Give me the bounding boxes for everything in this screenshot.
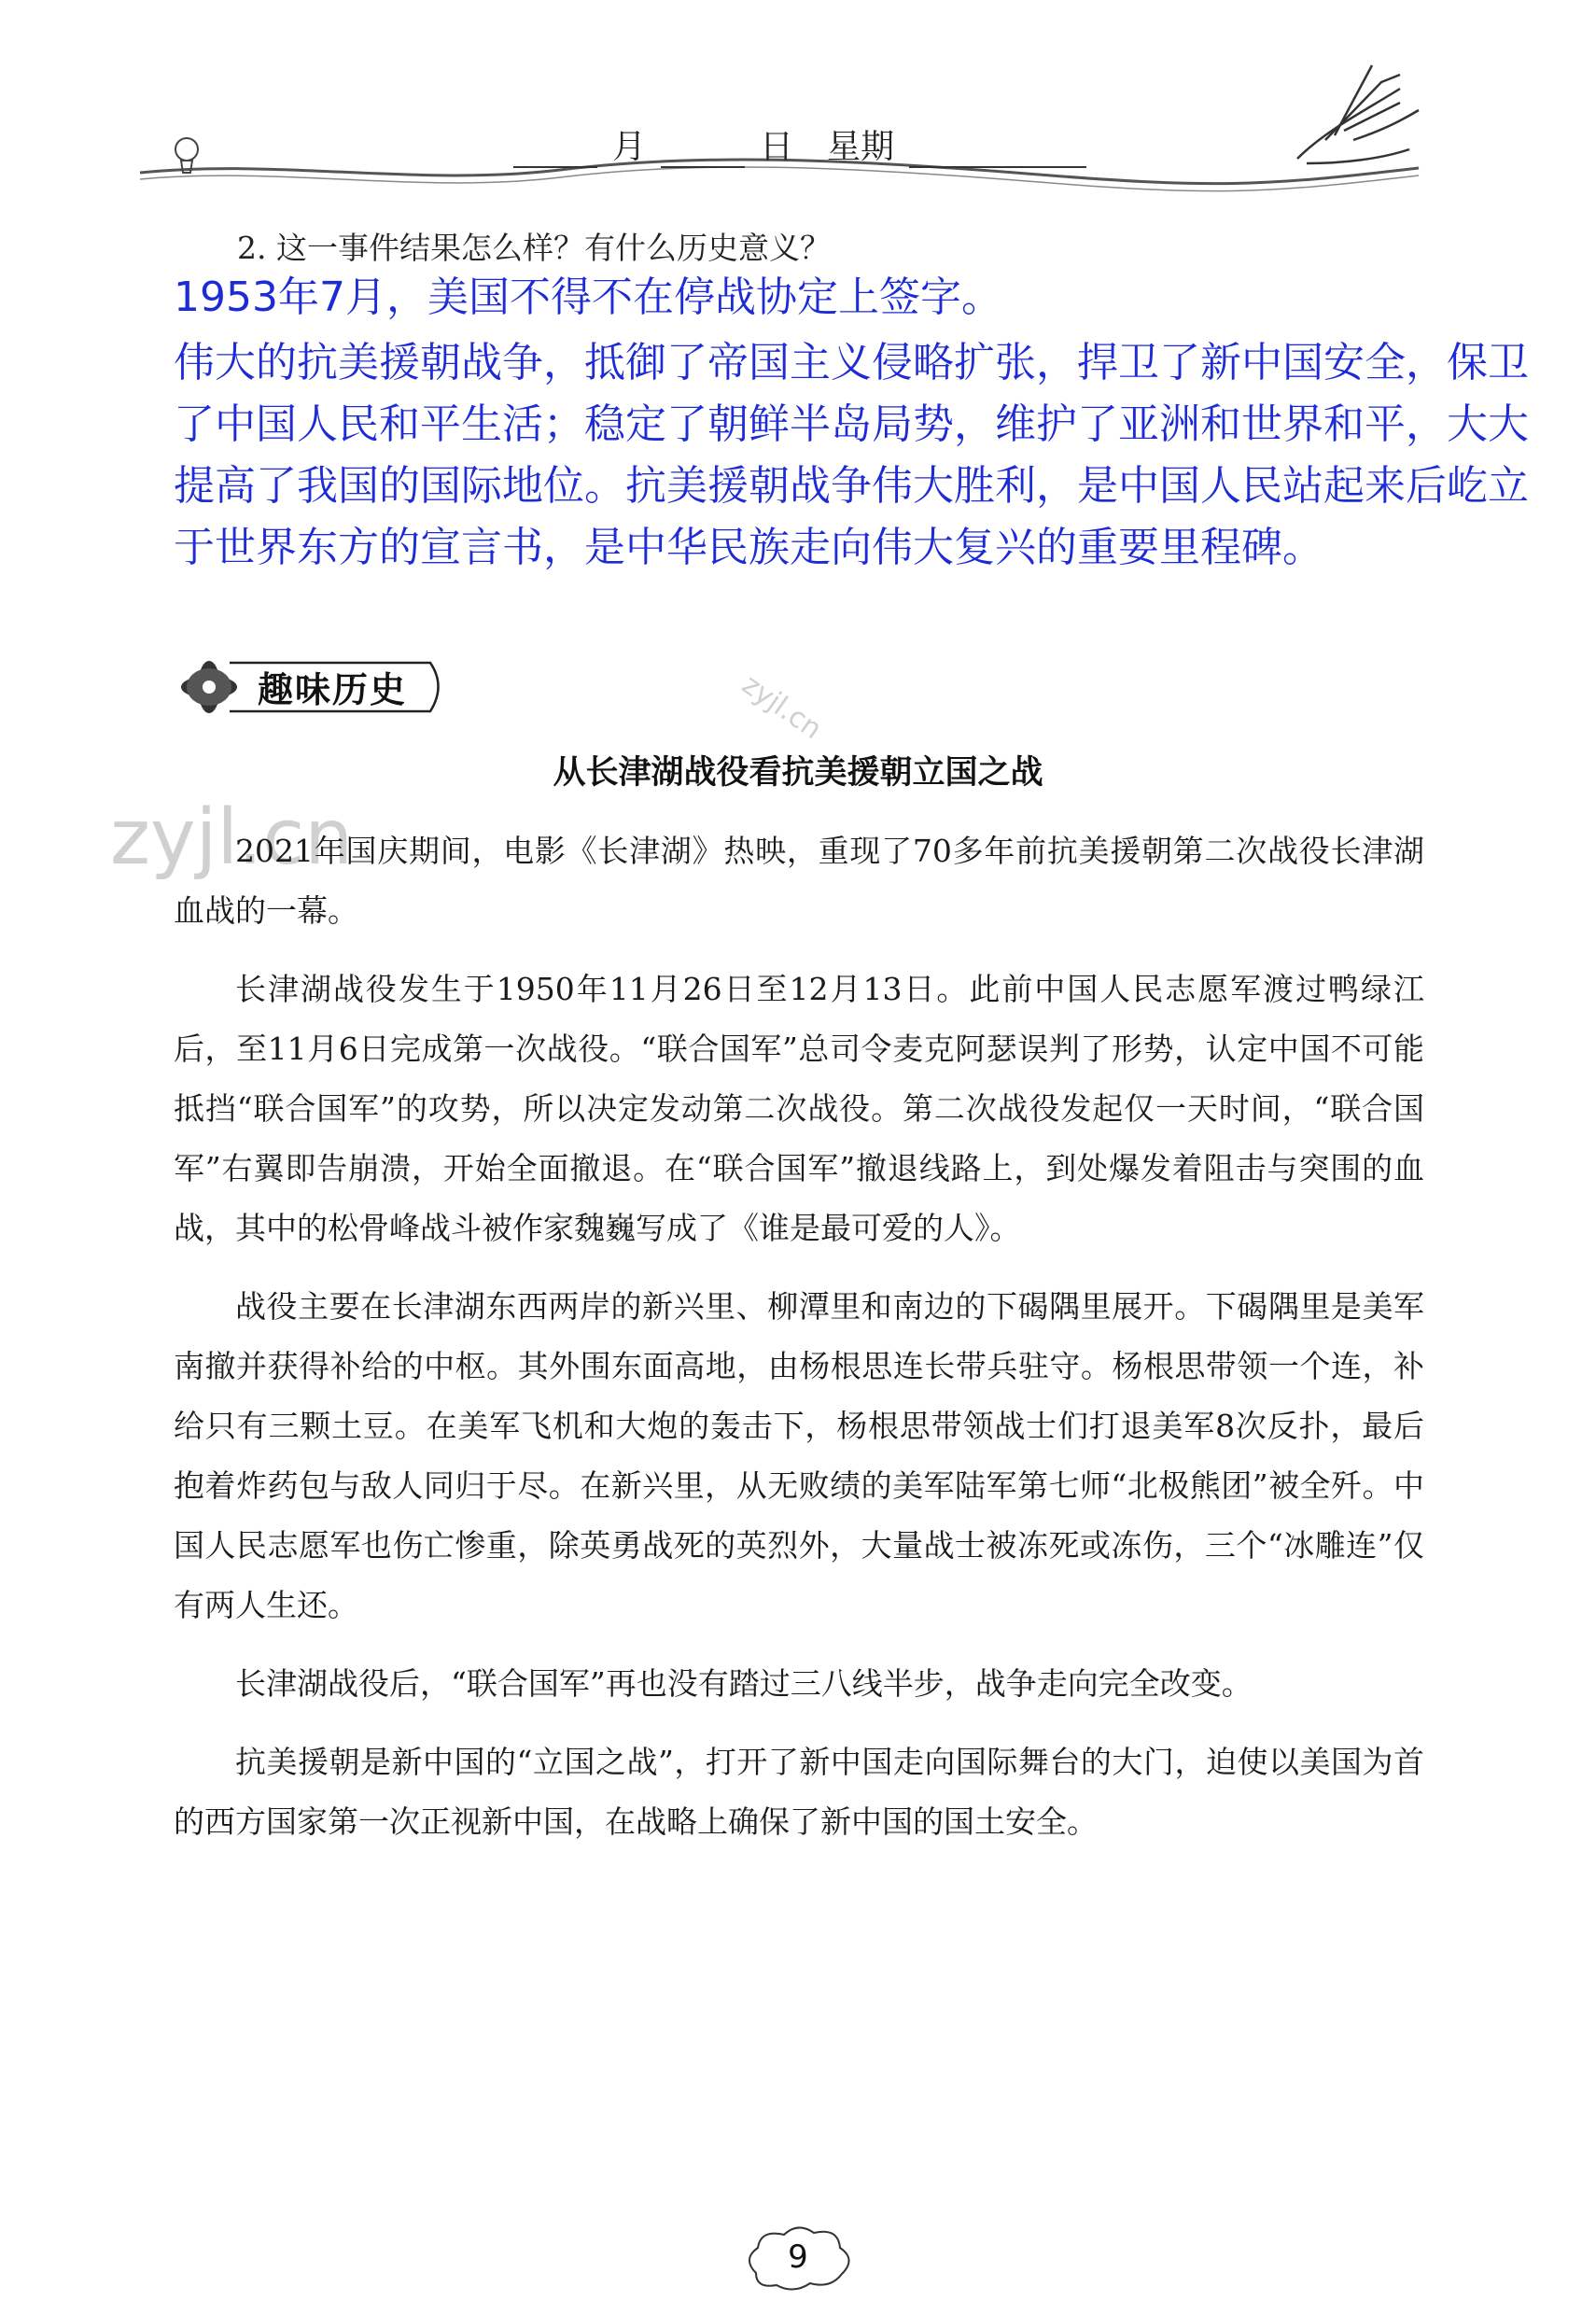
decorative-vine-border <box>0 0 1596 215</box>
month-blank <box>513 129 597 168</box>
bulb-icon <box>175 138 198 173</box>
answer-paragraph-2: 伟大的抗美援朝战争，抵御了帝国主义侵略扩张，捍卫了新中国安全，保卫了中国人民和平生活；稳定了朝鲜半岛局势，维护了亚洲和世界和平，大大提高了我国的国际地位。抗美援朝战争伟大胜利，是中国人民站起来后屹立于世界东方的宣言书，是中华民族走向伟大复兴的重要里程碑。 <box>174 339 1529 571</box>
section-title: 趣味历史 <box>258 669 408 710</box>
weekday-blank <box>909 129 1086 168</box>
page-header <box>0 0 1596 215</box>
article-paragraph: 战役主要在长津湖东西两岸的新兴里、柳潭里和南边的下碣隅里展开。下碣隅里是美军南撤并获得补给的中枢。其外围东面高地，由杨根思连长带兵驻守。杨根思带领一个连，补给只有三颗土豆。在美军飞机和大炮的轰击下，杨根思带领战士们打退美军8次反扑，最后抱着炸药包与敌人同归于尽。在新兴里，从无败绩的美军陆军第七师“北极熊团”被全歼。中国人民志愿军也伤亡惨重，除英勇战死的英烈外，大量战士被冻死或冻伤，三个“冰雕连”仅有两人生还。 <box>174 1288 1424 1623</box>
article-title: 从长津湖战役看抗美援朝立国之战 <box>553 754 1043 792</box>
question-text: 2. 这一事件结果怎么样？有什么历史意义？ <box>237 230 831 266</box>
day-label: 日 <box>760 128 794 166</box>
article-paragraph: 长津湖战役后，“联合国军”再也没有踏过三八线半步，战争走向完全改变。 <box>235 1665 1253 1702</box>
article-paragraph: 2021年国庆期间，电影《长津湖》热映，重现了70多年前抗美援朝第二次战役长津湖血战的一幕。 <box>174 833 1424 929</box>
day-blank <box>661 129 745 168</box>
date-line <box>504 112 1096 168</box>
page-number-badge <box>737 2222 859 2296</box>
section-banner <box>174 653 454 719</box>
page-number: 9 <box>788 2238 808 2276</box>
flower-icon <box>181 661 237 713</box>
watermark-small: zyjl.cn <box>735 667 828 747</box>
weekday-label: 星期 <box>827 128 895 166</box>
article-body <box>174 821 1424 1871</box>
article-paragraph: 抗美援朝是新中国的“立国之战”，打开了新中国走向国际舞台的大门，迫使以美国为首的西方国家第一次正视新中国，在战略上确保了新中国的国土安全。 <box>174 1744 1424 1840</box>
article-paragraph: 长津湖战役发生于1950年11月26日至12月13日。此前中国人民志愿军渡过鸭绿江后，至11月6日完成第一次战役。“联合国军”总司令麦克阿瑟误判了形势，认定中国不可能抵挡“联合国军”的攻势，所以决定发动第二次战役。第二次战役发起仅一天时间，“联合国军”右翼即告崩溃，开始全面撤退。在“联合国军”撤退线路上，到处爆发着阻击与突围的血战，其中的松骨峰战斗被作家魏巍写成了《谁是最可爱的人》。 <box>174 971 1424 1246</box>
answer-line-1: 1953年7月，美国不得不在停战协定上签字。 <box>174 274 1002 321</box>
watermark-large: zyjl.cn <box>110 793 354 882</box>
month-label: 月 <box>612 128 647 166</box>
bird-of-paradise-flower-icon <box>1297 65 1419 163</box>
